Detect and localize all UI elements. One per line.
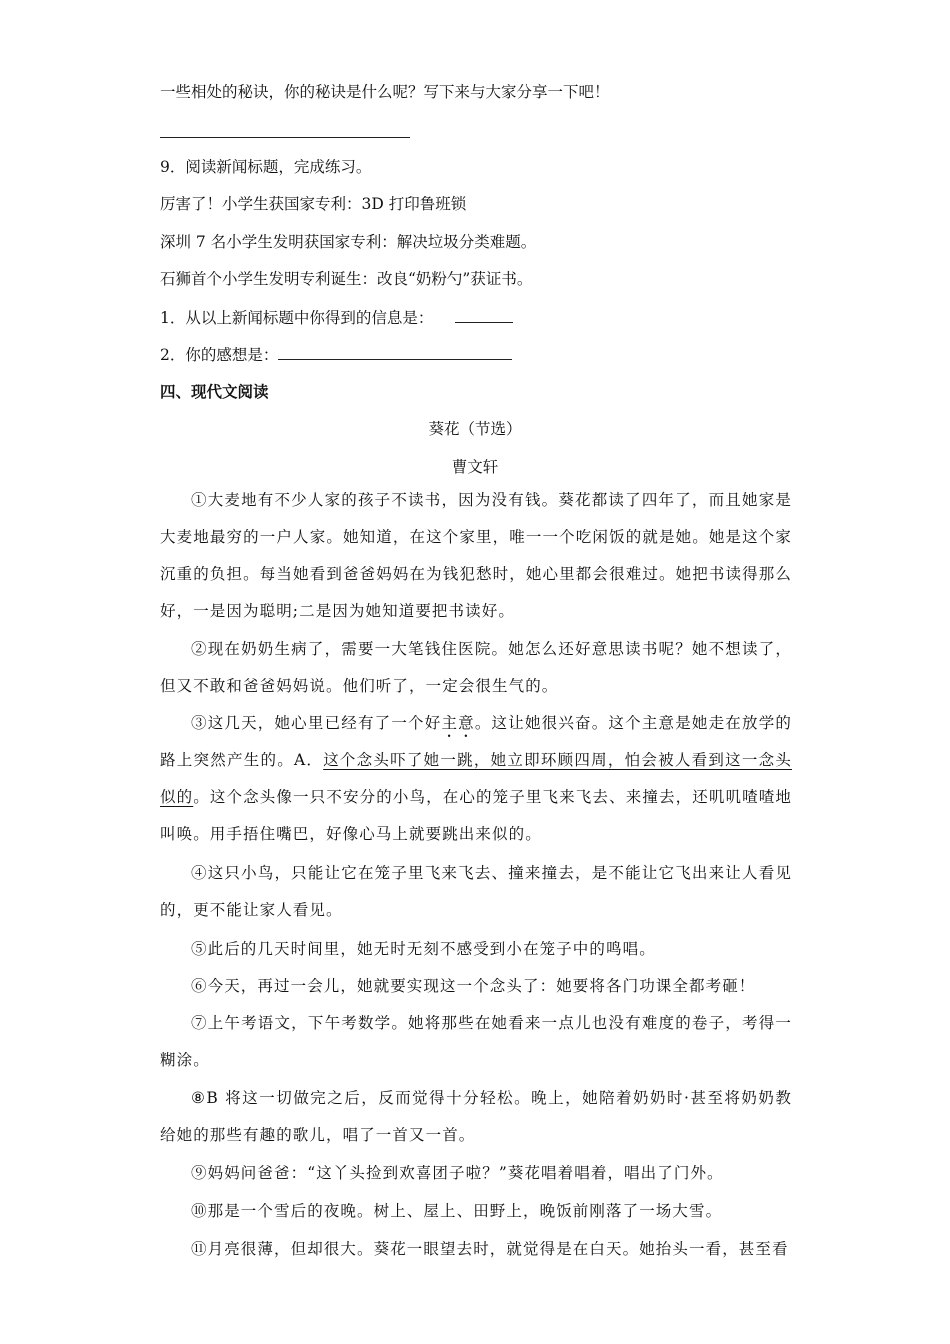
paragraph-11: ⑪月亮很薄，但却很大。葵花一眼望去时，就觉得是在白天。她抬头一看，甚至看 bbox=[191, 1240, 789, 1258]
sub-question-2-text: 2．你的感想是： bbox=[160, 346, 279, 364]
headline-1: 厉害了！小学生获国家专利：3D 打印鲁班锁 bbox=[160, 195, 467, 213]
paragraph-7: ⑦上午考语文，下午考数学。她将那些在她看来一点儿也没有难度的卷子，考得一糊涂。 bbox=[160, 1014, 792, 1069]
paragraph-6: ⑥今天，再过一会儿，她就要实现这一个念头了：她要将各门功课全都考砸！ bbox=[191, 977, 756, 995]
sub-question-2-blank[interactable] bbox=[278, 358, 512, 360]
paragraph-10: ⑩那是一个雪后的夜晚。树上、屋上、田野上，晚饭前刚落了一场大雪。 bbox=[191, 1202, 723, 1220]
sub-question-1-text: 1．从以上新闻标题中你得到的信息是： bbox=[160, 309, 434, 327]
article-author: 曹文轩 bbox=[451, 458, 499, 476]
paragraph-2: ②现在奶奶生病了，需要一大笔钱住医院。她怎么还好意思读书呢？她不想读了，但又不敢和爸爸妈妈说。他们听了，一定会很生气的。 bbox=[160, 640, 792, 695]
paragraph-8: ⑧B 将这一切做完之后，反而觉得十分轻松。晚上，她陪着奶奶时·甚至将奶奶教给她的那些有趣的歌儿，唱了一首又一首。 bbox=[160, 1089, 792, 1144]
section-heading: 四、现代文阅读 bbox=[160, 382, 269, 401]
headline-2: 深圳 7 名小学生发明获国家专利：解决垃圾分类难题。 bbox=[160, 233, 537, 251]
paragraph-5: ⑤此后的几天时间里，她无时无刻不感受到小在笼子中的鸣唱。 bbox=[191, 940, 656, 958]
sub-question-1-blank[interactable] bbox=[455, 321, 513, 323]
answer-blank[interactable] bbox=[160, 136, 410, 138]
sub-question-1 bbox=[160, 306, 513, 328]
prev-question-tail: 一些相处的秘诀，你的秘诀是什么呢？写下来与大家分享一下吧！ bbox=[160, 83, 610, 101]
answer-blank-line bbox=[160, 124, 410, 142]
sub-question-2 bbox=[160, 343, 512, 365]
underlined-sentence-a: 这个念头吓了她一跳，她立即环顾四周，怕会被人看到这一念头似的 bbox=[160, 751, 792, 806]
paragraph-1: ①大麦地有不少人家的孩子不读书，因为没有钱。葵花都读了四年了，而且她家是大麦地最穷的一户人家。她知道，在这个家里，唯一一个吃闲饭的就是她。她是这个家沉重的负担。每当她看到爸爸妈妈在为钱犯愁时，她心里都会很难过。她把书读得那么好，一是因为聪明;二是因为她知道要把书读好。 bbox=[160, 491, 792, 620]
paragraph-3: ③这几天，她心里已经有了一个好主意。这让她很兴奋。这个主意是她走在放学的路上突然产生的。A．这个念头吓了她一跳，她立即环顾四周，怕会被人看到这一念头似的。这个念头像一只不安分的小鸟，在心的笼子里飞来飞去、来撞去，还叽叽喳喳地叫唤。用手捂住嘴巴，好像心马上就要跳出来似的。 bbox=[160, 714, 792, 843]
emphasized-word: 主意 bbox=[441, 714, 475, 732]
question-9-title: 9．阅读新闻标题，完成练习。 bbox=[160, 158, 372, 176]
article-title: 葵花（节选） bbox=[428, 420, 522, 438]
headline-3: 石狮首个小学生发明专利诞生：改良“奶粉勺”获证书。 bbox=[160, 270, 533, 288]
paragraph-4: ④这只小鸟，只能让它在笼子里飞来飞去、撞来撞去，是不能让它飞出来让人看见的，更不能让家人看见。 bbox=[160, 864, 792, 919]
paragraph-9: ⑨妈妈问爸爸：“这丫头捡到欢喜团子啦？”葵花唱着唱着，唱出了门外。 bbox=[191, 1164, 724, 1182]
